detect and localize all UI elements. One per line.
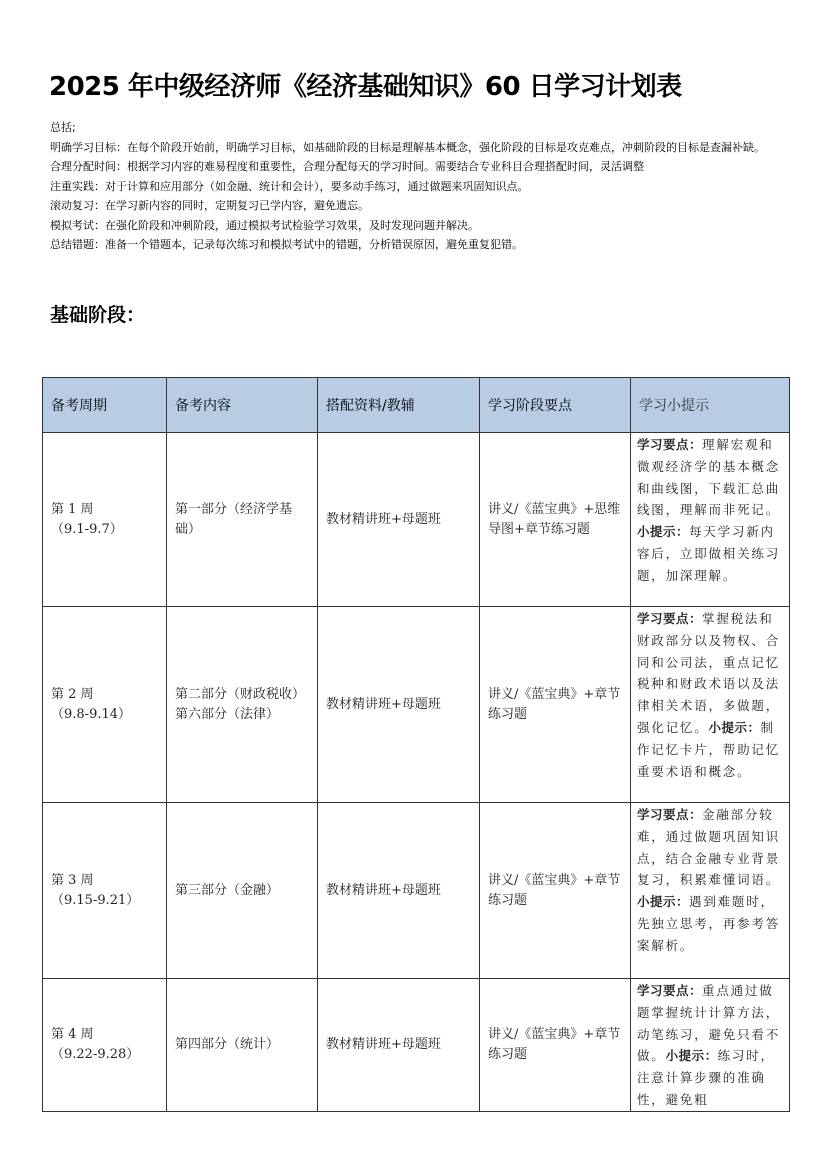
cell-content: 第三部分（金融） xyxy=(167,803,318,979)
header-key-points: 学习阶段要点 xyxy=(480,378,631,433)
document-title: 2025 年中级经济师《经济基础知识》60 日学习计划表 xyxy=(49,72,682,102)
cell-key-points: 讲义/《蓝宝典》+章节练习题 xyxy=(480,803,631,979)
period-week: 第 2 周 xyxy=(51,686,94,702)
tip-text: 每天学习新内容后，立即做相关练习题，加深理解。 xyxy=(637,524,781,583)
tip-label-key-points: 学习要点： xyxy=(637,437,703,452)
header-materials: 搭配资料/教辅 xyxy=(318,378,480,433)
content-line: 第六部分（法律） xyxy=(175,706,280,722)
tip-text: 重点通过做题掌握统计计算方法，动笔练习，避免只看不做。 xyxy=(637,983,781,1064)
summary-heading: 总括; xyxy=(50,121,76,134)
cell-tips xyxy=(631,803,790,979)
period-dates: （9.1-9.7） xyxy=(51,521,123,537)
cell-materials: 教材精讲班+母题班 xyxy=(318,979,480,1112)
cell-content: 第四部分（统计） xyxy=(167,979,318,1112)
tip-label-key-points: 学习要点： xyxy=(637,807,703,822)
table-row xyxy=(43,979,790,1112)
table-header-row xyxy=(43,378,790,433)
header-tips: 学习小提示 xyxy=(631,378,790,433)
cell-content xyxy=(167,607,318,803)
cell-key-points: 讲义/《蓝宝典》+章节练习题 xyxy=(480,979,631,1112)
tip-label-hint: 小提示： xyxy=(637,524,690,540)
cell-materials: 教材精讲班+母题班 xyxy=(318,803,480,979)
cell-materials: 教材精讲班+母题班 xyxy=(318,607,480,803)
period-week: 第 4 周 xyxy=(51,1027,94,1042)
table-row xyxy=(43,433,790,607)
tip-text: 制作记忆卡片，帮助记忆重要术语和概念。 xyxy=(637,719,781,779)
period-week: 第 3 周 xyxy=(51,872,94,888)
summary-item-mock-exam: 模拟考试：在强化阶段和冲刺阶段，通过模拟考试检验学习效果，及时发现问题并解决。 xyxy=(50,218,479,232)
table-row xyxy=(43,803,790,979)
cell-tips xyxy=(631,433,790,607)
period-dates: （9.22-9.28） xyxy=(51,1047,140,1062)
cell-period xyxy=(43,433,167,607)
tip-label-hint: 小提示： xyxy=(665,1048,718,1064)
summary-item-practice: 注重实践：对于计算和应用部分（如金融、统计和会计），要多动手练习，通过做题来巩固知识点。 xyxy=(50,179,529,193)
tip-label-key-points: 学习要点： xyxy=(637,983,703,998)
tip-text: 掌握税法和财政部分以及物权、合同和公司法，重点记忆税种和财政术语以及法律相关术语，多做题，强化记忆。 xyxy=(637,611,781,735)
cell-period xyxy=(43,607,167,803)
header-content: 备考内容 xyxy=(167,378,318,433)
cell-materials: 教材精讲班+母题班 xyxy=(318,433,480,607)
cell-content: 第一部分（经济学基础） xyxy=(167,433,318,607)
summary-item-review: 滚动复习：在学习新内容的同时，定期复习已学内容，避免遗忘。 xyxy=(50,199,369,212)
tip-text: 理解宏观和微观经济学的基本概念和曲线图，下载汇总曲线图，理解而非死记。 xyxy=(637,437,781,518)
cell-tips xyxy=(631,607,790,803)
tip-label-hint: 小提示： xyxy=(708,719,761,735)
summary-section xyxy=(50,118,790,255)
cell-period xyxy=(43,803,167,979)
table-row xyxy=(43,607,790,803)
cell-key-points: 讲义/《蓝宝典》+思维导图+章节练习题 xyxy=(480,433,631,607)
summary-item-time: 合理分配时间：根据学习内容的难易程度和重要性，合理分配每天的学习时间。需要结合专业科目合理搭配时间，灵活调整 xyxy=(50,160,644,173)
tip-text: 练习时，注意计算步骤的准确性，避免粗 xyxy=(637,1048,775,1107)
summary-item-goals: 明确学习目标：在每个阶段开始前，明确学习目标，如基础阶段的目标是理解基本概念，强化阶段的目标是攻克难点，冲刺阶段的目标是查漏补缺。 xyxy=(50,140,765,154)
study-plan-table xyxy=(42,377,790,1112)
cell-period xyxy=(43,979,167,1112)
tip-text: 遇到难题时，先独立思考，再参考答案解析。 xyxy=(637,894,781,953)
period-dates: （9.15-9.21） xyxy=(51,892,140,908)
content-line: 第二部分（财政税收） xyxy=(175,686,306,702)
summary-item-mistakes: 总结错题：准备一个错题本，记录每次练习和模拟考试中的错题，分析错误原因，避免重复犯错。 xyxy=(50,238,523,251)
cell-tips xyxy=(631,979,790,1112)
cell-key-points: 讲义/《蓝宝典》+章节练习题 xyxy=(480,607,631,803)
tip-label-key-points: 学习要点： xyxy=(637,611,703,626)
period-week: 第 1 周 xyxy=(51,501,94,517)
tip-label-hint: 小提示： xyxy=(637,894,690,910)
tip-text: 金融部分较难，通过做题巩固知识点，结合金融专业背景复习，积累难懂词语。 xyxy=(637,807,781,888)
period-dates: （9.8-9.14） xyxy=(51,706,132,722)
section-title: 基础阶段： xyxy=(50,304,146,326)
header-period: 备考周期 xyxy=(43,378,167,433)
